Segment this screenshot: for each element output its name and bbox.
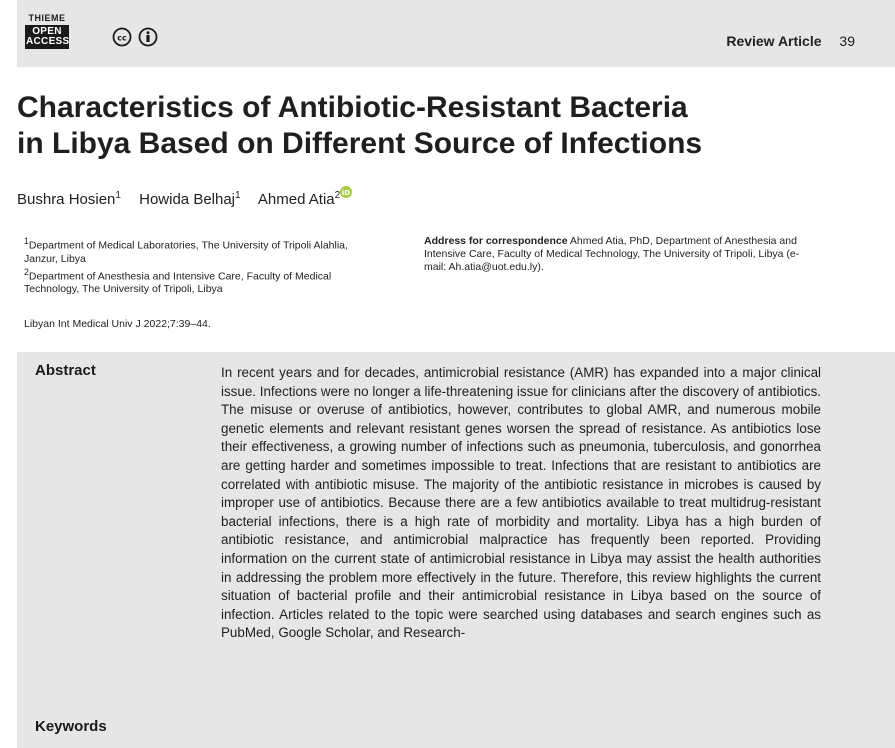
license-badges[interactable] xyxy=(112,27,158,47)
attribution-icon[interactable] xyxy=(138,27,158,47)
thieme-open-access-logo[interactable]: THIEME OPEN ACCESS xyxy=(26,13,70,47)
svg-text:iD: iD xyxy=(342,189,351,197)
abstract-text: In recent years and for decades, antimicrobial resistance (AMR) has expanded into a major clinical issue. Infections were no longer a life-threatening issue for clinicians after the discovery of antibiotics. The misuse or overuse of antibiotics, however, contributes to global AMR, and numerous mobile genetic elements and relevant resistant genes worsen the spread of resistance. As antibiotics lose their effectiveness, a growing number of infections such as pneumonia, tuberculosis, and gonorrhea are getting harder and sometimes impossible to treat. Infections that are resistant to antibiotics are correlated with antibiotic misuse. The majority of the antibiotic resistance in microbes is caused by improper use of antibiotics. Because there are a few antibiotics available to treat multidrug-resistant bacterial infections, there is a high rate of morbidity and mortality. Libya has a high burden of antibiotic resistance, and antimicrobial malpractice has frequently been reported. Providing information on the current state of antimicrobial resistance in Libya may assist the health authorities in addressing the problem more effectively in the future. Therefore, this review highlights the current situation of bacterial profile and their antimicrobial resistance in Libya based on the source of infection. Articles related to the topic were searched using databases and search engines such as PubMed, Google Scholar, and Research- xyxy=(221,365,821,641)
affiliation-item: $^1$Department of Medical Laboratories, The University of Tripoli Alahlia, Janzur, Libya xyxy=(24,236,348,265)
abstract-section xyxy=(17,352,895,748)
correspondence-address: Address for correspondence Ahmed Atia, PhD, Department of Anesthesia and Intensive Care, Faculty of Medical Technology, The University of Tripoli, Libya (e-mail: Ah.atia@uot.edu.ly). xyxy=(424,235,800,273)
journal-header xyxy=(17,0,895,67)
article-type-label: Review Article 39 xyxy=(726,33,855,49)
cc-icon[interactable] xyxy=(112,27,132,47)
author[interactable]: Bushra Hosien$^1$ xyxy=(17,190,121,208)
author-list xyxy=(17,186,366,208)
abstract-heading: Abstract xyxy=(35,362,96,379)
author[interactable]: Ahmed Atia$^2$ iD xyxy=(258,191,352,208)
affiliation-item: $^2$Department of Anesthesia and Intensive Care, Faculty of Medical Technology, The University of Tripoli, Libya xyxy=(24,266,332,295)
orcid-icon[interactable] xyxy=(340,186,352,198)
page-number: 39 xyxy=(839,33,855,49)
svg-text:cc: cc xyxy=(117,33,127,43)
affiliations xyxy=(24,235,384,296)
citation-line: Libyan Int Medical Univ J 2022;7:39–44. xyxy=(24,318,211,330)
article-title: Characteristics of Antibiotic-Resistant Bacteria in Libya Based on Different Source of Infections xyxy=(17,91,703,160)
author[interactable]: Howida Belhaj$^1$ xyxy=(139,190,241,208)
keywords-heading: Keywords xyxy=(35,718,107,735)
